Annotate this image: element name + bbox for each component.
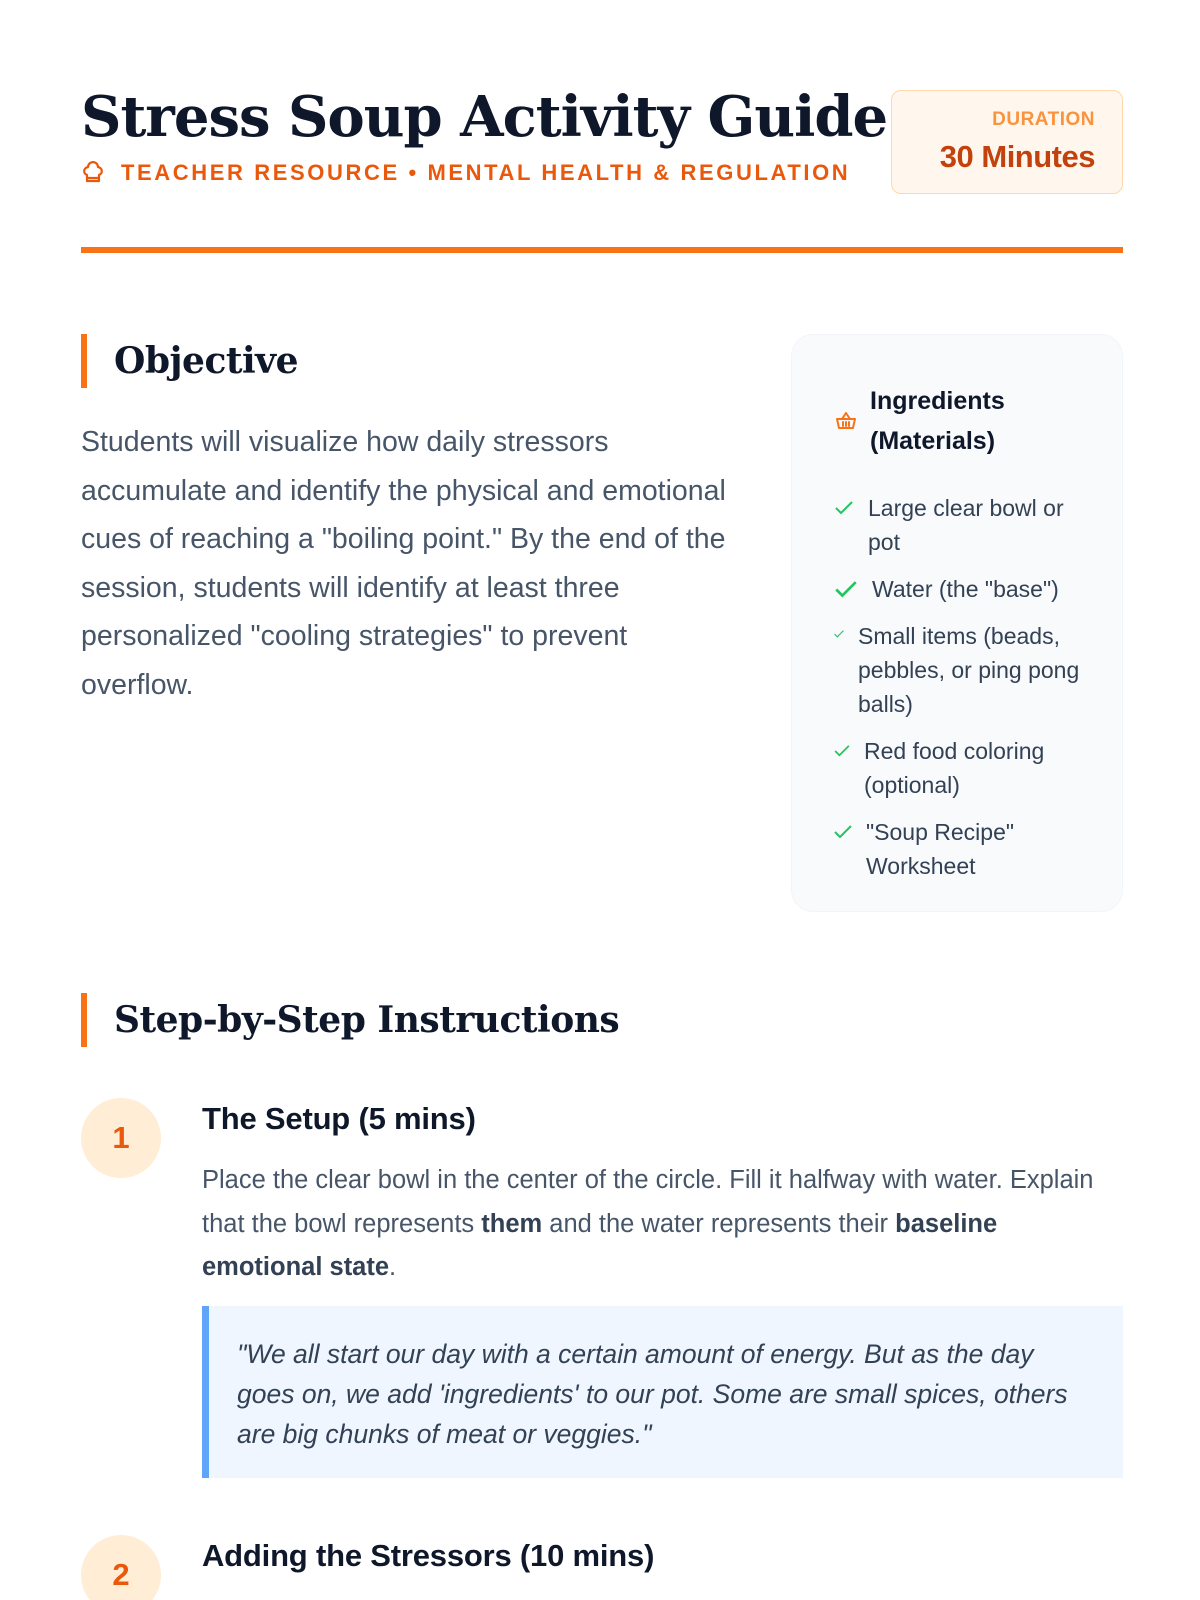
instructions-heading: Step-by-Step Instructions [114, 999, 620, 1041]
ingredient-label: Water (the "base") [872, 576, 1059, 602]
ingredient-label: Red food coloring (optional) [864, 738, 1045, 798]
section-accent-bar [81, 993, 87, 1047]
ingredient-item [834, 815, 1092, 883]
emphasis-them: them [481, 1209, 543, 1238]
header-divider [81, 247, 1123, 253]
check-icon [834, 734, 850, 768]
step-title: Adding the Stressors (10 mins) [202, 1538, 655, 1573]
check-icon [834, 815, 852, 849]
page-subtitle [81, 160, 850, 186]
step-description: Place the clear bowl in the center of the circle. Fill it halfway with water. Explain that the bowl represents them and the water represents their baseline emotional state. [202, 1166, 1094, 1281]
subtitle-text: TEACHER RESOURCE • MENTAL HEALTH & REGULATION [121, 160, 851, 185]
ingredients-heading: Ingredients (Materials) [870, 387, 1005, 455]
objective-heading: Objective [114, 340, 299, 382]
ingredients-header [834, 381, 1092, 461]
step-number: 1 [81, 1098, 161, 1178]
duration-value: 30 Minutes [939, 139, 1095, 174]
page-title: Stress Soup Activity Guide [81, 84, 888, 150]
check-icon [834, 491, 854, 525]
step-title: The Setup (5 mins) [202, 1101, 476, 1136]
objective-text: Students will visualize how daily stressors accumulate and identify the physical and emotional cues of reaching a "boiling point." By the end of the session, students will identify at least three personalized "cooling strategies" to prevent overflow. [81, 426, 726, 701]
ingredients-card [791, 334, 1123, 912]
step-number: 2 [81, 1535, 161, 1600]
ingredients-list [834, 491, 1092, 883]
activity-guide-page [81, 0, 1123, 1600]
ingredient-label: Large clear bowl or pot [868, 495, 1064, 555]
duration-badge [891, 90, 1123, 194]
check-icon [834, 572, 858, 606]
ingredient-item [834, 734, 1092, 802]
objective-section-header [81, 334, 298, 388]
emphasis-baseline: baseline emotional state [202, 1209, 998, 1281]
ingredient-item [834, 491, 1092, 559]
chef-hat-icon [81, 161, 105, 185]
ingredient-label: "Soup Recipe" Worksheet [866, 819, 1015, 879]
check-icon [834, 619, 844, 649]
page-header [81, 84, 1123, 194]
section-accent-bar [81, 334, 87, 388]
basket-icon [834, 409, 858, 433]
teacher-script-quote: "We all start our day with a certain amount of energy. But as the day goes on, we add 'ingredients' to our pot. Some are small spices, others are big chunks of meat or veggies." [202, 1306, 1123, 1478]
instructions-section-header [81, 993, 619, 1047]
ingredient-item [834, 572, 1092, 606]
duration-label: DURATION [992, 109, 1095, 130]
ingredient-item [834, 619, 1092, 721]
ingredient-label: Small items (beads, pebbles, or ping pong balls) [858, 623, 1080, 717]
